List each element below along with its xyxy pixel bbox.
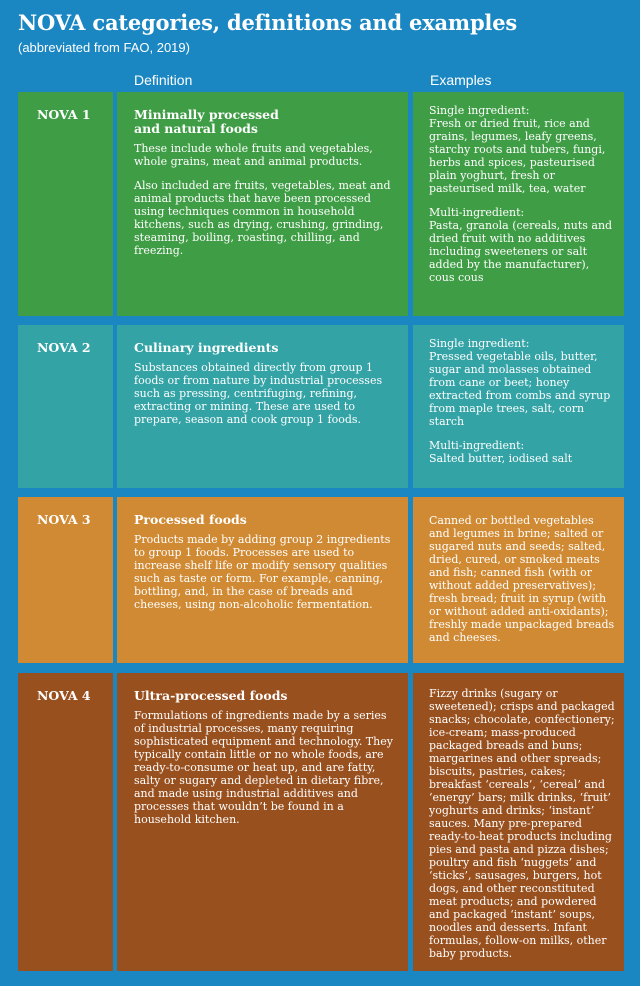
- nova-2-example-subheading: Multi-ingredient:: [429, 439, 525, 452]
- nova-1-examples-cell: [413, 92, 624, 316]
- page-subtitle: (abbreviated from FAO, 2019): [18, 40, 190, 55]
- nova-1-example-subheading: Single ingredient:: [429, 104, 530, 117]
- nova-3-definition-para: Products made by adding group 2 ingredients to group 1 foods. Processes are used to increase shelf life or modify sensory qualities such as taste or form. For example, canning, bottling, and, in the case of breads and cheeses, using non-alcoholic fermentation.: [134, 533, 391, 611]
- nova-1-example-text: Pasta, granola (cereals, nuts and dried fruit with no additives including sweeteners or salt added by the manufacturer), cous cous: [429, 219, 613, 284]
- nova-2-definition-para: Substances obtained directly from group 1 foods or from nature by industrial processes such as pressing, centrifuging, refining, extracting or mining. These are used to prepare, season and cook group 1 foods.: [134, 361, 383, 426]
- nova-3-example-text: Canned or bottled vegetables and legumes in brine; salted or sugared nuts and seeds; salted, dried, cured, or smoked meats and fish; canned fish (with or without added preservatives); fresh bread; fruit in syrup (with or without added anti-oxidants); freshly made unpackaged breads and cheeses.: [429, 514, 615, 644]
- nova-1-example-subheading: Multi-ingredient:: [429, 206, 525, 219]
- nova-1-example-text: Fresh or dried fruit, rice and grains, legumes, leafy greens, starchy roots and tubers, fungi, herbs and spices, pasteurised plain yoghurt, fresh or pasteurised milk, tea, water: [429, 117, 606, 195]
- nova-3-label: NOVA 3: [37, 512, 91, 527]
- nova-1-definition-cell: [117, 92, 408, 316]
- nova-1-definition-para: Also included are fruits, vegetables, meat and animal products that have been processed using techniques common in household kitchens, such as drying, crushing, grinding, steaming, boiling, roasting, chilling, and freezing.: [134, 179, 391, 257]
- nova-3-heading: Processed foods: [134, 512, 247, 527]
- nova-2-label-cell: [18, 325, 113, 488]
- nova-2-example-block: [429, 337, 616, 428]
- column-header-definition: Definition: [134, 72, 193, 88]
- nova-2-example-subheading: Single ingredient:: [429, 337, 530, 350]
- nova-4-example-text: Fizzy drinks (sugary or sweetened); crisps and packaged snacks; chocolate, confectionery; ice-cream; mass-produced packaged breads and buns; margarines and other spreads; biscuits, pastries, cakes; breakfast ‘cereals’, ‘cereal’ and ‘energy’ bars; milk drinks, ‘fruit’ yoghurts and drinks; ‘instant’ sauces. Many pre-prepared ready-to-heat products including pies and pasta and pizza dishes; poultry and fish ‘nuggets’ and ‘sticks’, sausages, burgers, hot dogs, and other reconstituted meat products; and powdered and packaged ‘instant’ soups, noodles and desserts. Infant formulas, follow-on milks, other baby products.: [429, 687, 615, 960]
- nova-1-label: NOVA 1: [37, 107, 91, 122]
- column-header-examples: Examples: [430, 72, 492, 88]
- nova-4-examples-cell: [413, 673, 624, 971]
- nova-3-definition-cell: [117, 497, 408, 663]
- nova-2-examples-cell: [413, 325, 624, 488]
- nova-2-heading: Culinary ingredients: [134, 340, 279, 355]
- nova-2-example-block: [429, 439, 616, 465]
- nova-4-heading: Ultra-processed foods: [134, 688, 288, 703]
- nova-2-example-text: Salted butter, iodised salt: [429, 452, 573, 465]
- nova-2-label: NOVA 2: [37, 340, 91, 355]
- nova-1-example-block: [429, 104, 616, 195]
- nova-1-example-block: [429, 206, 616, 284]
- nova-2-definition-cell: [117, 325, 408, 488]
- nova-3-examples-cell: [413, 497, 624, 663]
- nova-1-label-cell: [18, 92, 113, 316]
- nova-1-heading: Minimally processed and natural foods: [134, 107, 279, 136]
- nova-1-definition-para: These include whole fruits and vegetables, whole grains, meat and animal products.: [134, 142, 373, 168]
- nova-2-example-text: Pressed vegetable oils, butter, sugar and molasses obtained from cane or beet; honey extracted from combs and syrup from maple trees, salt, corn starch: [429, 350, 611, 428]
- nova-4-definition-para: Formulations of ingredients made by a series of industrial processes, many requiring sophisticated equipment and technology. They typically contain little or no whole foods, are ready-to-consume or heat up, and are fatty, salty or sugary and depleted in dietary fibre, and made using industrial additives and processes that wouldn’t be found in a household kitchen.: [134, 709, 393, 826]
- nova-4-label-cell: [18, 673, 113, 971]
- nova-3-label-cell: [18, 497, 113, 663]
- nova-4-definition-cell: [117, 673, 408, 971]
- nova-4-label: NOVA 4: [37, 688, 91, 703]
- page-title: NOVA categories, definitions and examples: [18, 10, 517, 35]
